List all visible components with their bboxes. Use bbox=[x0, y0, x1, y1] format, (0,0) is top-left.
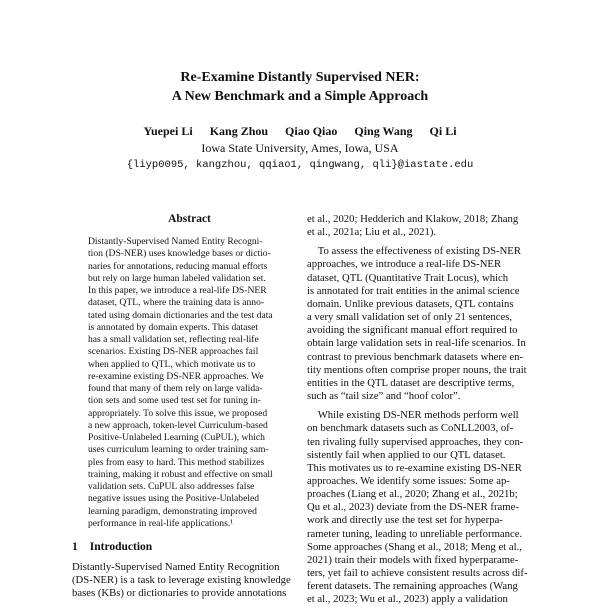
text-line: contrast to previous benchmark datasets where en- bbox=[307, 350, 524, 363]
text-line: sistently fail when applied to our QTL dataset. bbox=[307, 448, 506, 461]
text-line: bases (KBs) or dictionaries to provide annotations bbox=[72, 587, 287, 600]
text-line: work and directly use the test set for hyperpa- bbox=[307, 514, 503, 527]
text-line: entities in the QTL dataset are descriptive terms, bbox=[307, 376, 515, 389]
text-line: has a small validation set, reflecting real-life bbox=[88, 334, 259, 345]
text-line: appropriately. To solve this issue, we proposed bbox=[88, 407, 268, 419]
text-line: Positive-Unlabeled Learning (CuPUL), which bbox=[88, 432, 265, 443]
text-line: et al., 2023; Wu et al., 2023) apply a validation bbox=[307, 593, 508, 606]
text-line: but rely on large human labeled validation set. bbox=[88, 272, 266, 284]
author-emails: {liyp0095, kangzhou, qqiao1, qingwang, qli}@iastate.edu bbox=[126, 159, 474, 171]
author-name: Qing Wang bbox=[354, 124, 413, 138]
text-line: approaches, we introduce a real-life DS-NER bbox=[307, 258, 502, 271]
author-name: Yuepei Li bbox=[143, 124, 193, 138]
text-line: scenarios. Existing DS-NER approaches fail bbox=[88, 346, 259, 358]
text-line: on benchmark datasets such as CoNLL2003, of- bbox=[307, 422, 514, 435]
section-title: Introduction bbox=[89, 541, 153, 553]
text-line: approaches. We identify some issues: Some ap- bbox=[307, 474, 510, 487]
text-line: In this paper, we introduce a real-life DS-NER bbox=[88, 285, 267, 296]
text-line: et al., 2020; Hedderich and Klakow, 2018; Zhang bbox=[307, 213, 519, 225]
text-line: domain. Unlike previous datasets, QTL contains bbox=[307, 297, 514, 310]
text-line: dataset, QTL, where the training data is anno- bbox=[88, 297, 265, 309]
text-line: training, making it robust and effective on small bbox=[88, 468, 273, 480]
abstract-heading: Abstract bbox=[168, 213, 211, 225]
text-line: is annotated by domain experts. This dataset bbox=[88, 321, 259, 333]
title-line-1: Re-Examine Distantly Supervised NER: bbox=[180, 70, 420, 85]
text-line: tion sets and some used test set for tuning in- bbox=[88, 395, 261, 407]
text-line: when applied to QTL, which motivate us to bbox=[88, 358, 256, 370]
text-line: rameter tuning, leading to unreliable performance. bbox=[307, 527, 523, 540]
text-line: ferent datasets. The remaining approaches (Wang bbox=[307, 580, 518, 593]
text-line: tity mentions often comprise proper nouns, the trait bbox=[307, 363, 527, 376]
text-line: 2021) train their models with fixed hyperparame- bbox=[307, 553, 519, 566]
author-block bbox=[0, 123, 600, 174]
right-column-body bbox=[307, 213, 533, 607]
text-line: re-examine existing DS-NER approaches. We bbox=[88, 370, 264, 382]
title-line-2: A New Benchmark and a Simple Approach bbox=[171, 89, 429, 104]
text-line: is annotated for trait entities in the animal science bbox=[307, 284, 520, 297]
text-line: such as “tail size” and “hoof color”. bbox=[307, 390, 461, 403]
author-name: Qi Li bbox=[429, 124, 457, 138]
text-line: To assess the effectiveness of existing DS-NER bbox=[307, 245, 521, 258]
author-name: Qiao Qiao bbox=[285, 124, 338, 138]
text-line: Distantly-Supervised Named Entity Recogni- bbox=[88, 236, 263, 247]
author-names bbox=[0, 123, 600, 140]
section-heading-introduction bbox=[72, 541, 152, 553]
text-line: This motivates us to re-examine existing DS-NER bbox=[307, 461, 522, 474]
text-line: performance in real-life applications.¹ bbox=[88, 517, 234, 529]
text-line: Some approaches (Shang et al., 2018; Meng et al., bbox=[307, 540, 522, 553]
introduction-body bbox=[72, 561, 297, 601]
paragraph bbox=[307, 213, 533, 239]
text-line: naries for annotations, reducing manual efforts bbox=[88, 260, 268, 272]
text-line: ters, yet fail to achieve consistent results across dif- bbox=[307, 567, 528, 580]
text-line: avoiding the significant manual effort required to bbox=[307, 324, 518, 337]
affiliation: Iowa State University, Ames, Iowa, USA bbox=[201, 141, 399, 155]
text-line: et al., 2021a; Liu et al., 2021). bbox=[307, 226, 437, 239]
text-line: Distantly-Supervised Named Entity Recognition bbox=[72, 561, 280, 573]
text-line: a new approach, token-level Curriculum-based bbox=[88, 419, 268, 431]
text-line: proaches (Liang et al., 2020; Zhang et al., 2021b; bbox=[307, 488, 518, 501]
text-line: validation sets. CuPUL also addresses false bbox=[88, 481, 255, 492]
text-line: uses curriculum learning to order training sam- bbox=[88, 444, 269, 456]
text-line: tion (DS-NER) uses knowledge bases or dictio- bbox=[88, 248, 271, 260]
text-line: obtain large validation sets in real-life scenarios. In bbox=[307, 337, 526, 350]
text-line: ples from easy to hard. This method stabilizes bbox=[88, 456, 265, 468]
text-line: learning paradigm, demonstrating improved bbox=[88, 505, 257, 517]
text-line: While existing DS-NER methods perform well bbox=[307, 409, 519, 422]
section-number: 1 bbox=[72, 541, 78, 553]
text-line: (DS-NER) is a task to leverage existing knowledge bbox=[72, 574, 291, 587]
text-line: ten rivaling fully supervised approaches, they con- bbox=[307, 435, 524, 448]
text-line: negative issues using the Positive-Unlabeled bbox=[88, 493, 260, 505]
paragraph bbox=[307, 245, 533, 403]
text-line: Qu et al., 2023) deviate from the DS-NER frame- bbox=[307, 501, 519, 514]
paper-title bbox=[0, 68, 600, 106]
paragraph bbox=[307, 409, 533, 606]
text-line: tated using domain dictionaries and the test data bbox=[88, 309, 273, 321]
text-line: a very small validation set of only 21 sentences, bbox=[307, 311, 513, 324]
author-name: Kang Zhou bbox=[209, 124, 269, 138]
abstract-body bbox=[88, 236, 291, 530]
text-line: dataset, QTL (Quantitative Trait Locus), which bbox=[307, 271, 509, 284]
text-line: found that many of them rely on large valida- bbox=[88, 383, 263, 394]
